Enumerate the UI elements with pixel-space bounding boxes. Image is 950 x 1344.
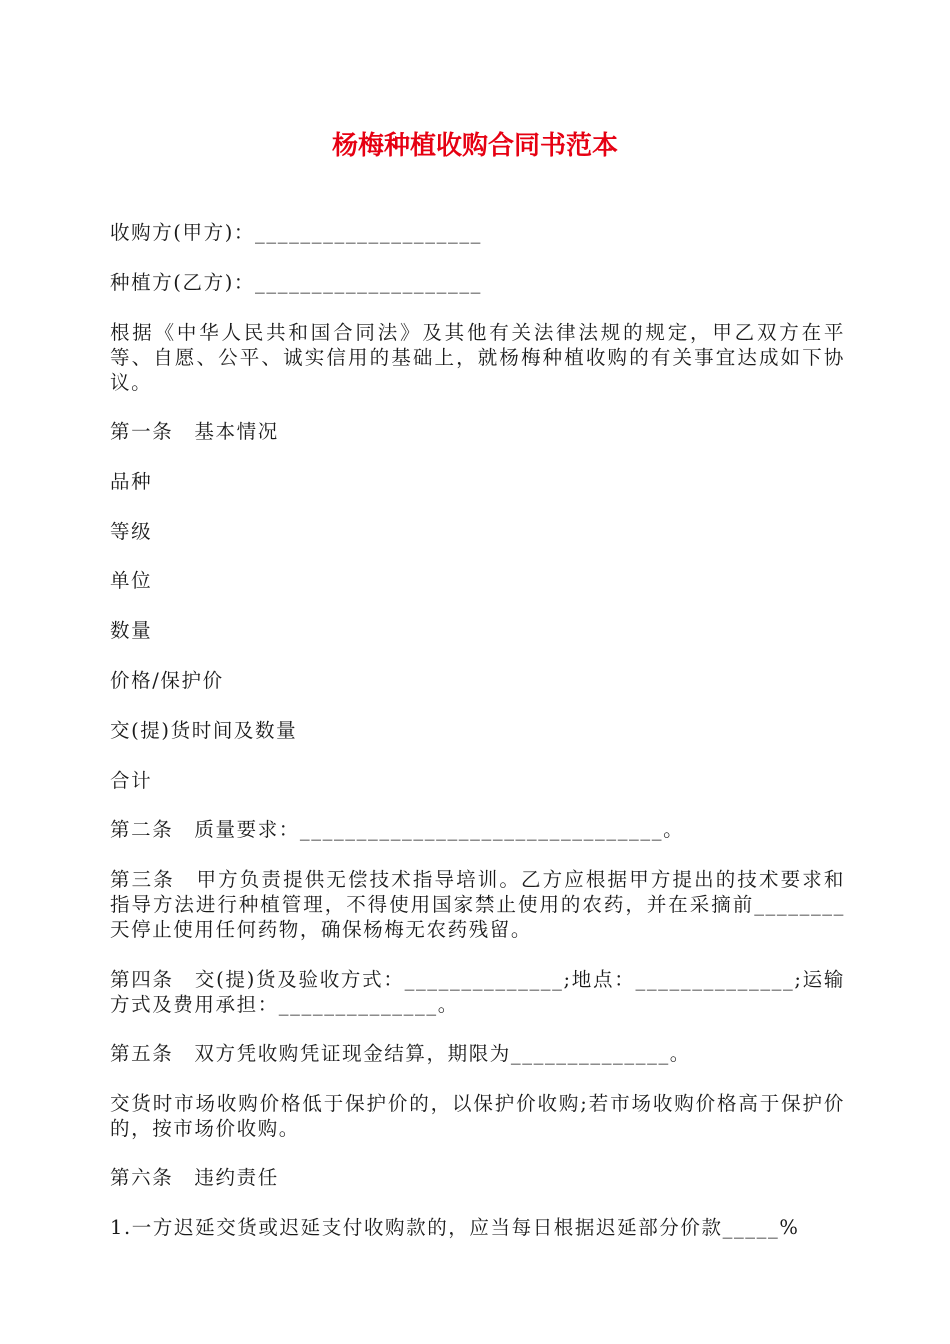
item-total: 合计 xyxy=(110,769,153,792)
article-6-heading: 第六条 违约责任 xyxy=(110,1166,279,1189)
article-2-paragraph: 第二条 质量要求：________________________________。 xyxy=(110,818,685,841)
buyer-party-line: 收购方(甲方)：____________________ xyxy=(110,221,483,244)
article-5-paragraph: 第五条 双方凭收购凭证现金结算，期限为______________。 xyxy=(110,1042,691,1065)
article-3-paragraph: 第三条 甲方负责提供无偿技术指导培训。乙方应根据甲方提出的技术要求和指导方法进行种植管理，不得使用国家禁止使用的农药，并在采摘前________天停止使用任何药物，确保杨梅无农药残留。 xyxy=(110,868,845,941)
item-quantity: 数量 xyxy=(110,619,153,642)
article-4-paragraph: 第四条 交(提)货及验收方式：______________;地点：______________;运输方式及费用承担：______________。 xyxy=(110,968,845,1016)
document-title: 杨梅种植收购合同书范本 xyxy=(331,131,618,161)
item-price: 价格/保护价 xyxy=(110,669,224,692)
preamble-paragraph: 根据《中华人民共和国合同法》及其他有关法律法规的规定，甲乙双方在平等、自愿、公平、诚实信用的基础上，就杨梅种植收购的有关事宜达成如下协议。 xyxy=(110,321,845,394)
market-price-paragraph: 交货时市场收购价格低于保护价的，以保护价收购;若市场收购价格高于保护价的，按市场价收购。 xyxy=(110,1092,845,1140)
grower-party-line: 种植方(乙方)：____________________ xyxy=(110,271,483,294)
item-variety: 品种 xyxy=(110,470,153,493)
item-delivery-time: 交(提)货时间及数量 xyxy=(110,719,298,742)
item-unit: 单位 xyxy=(110,569,153,592)
item-grade: 等级 xyxy=(110,520,153,543)
article-1-heading: 第一条 基本情况 xyxy=(110,420,279,443)
breach-clause-1: 1.一方迟延交货或迟延支付收购款的，应当每日根据迟延部分价款_____% xyxy=(110,1216,800,1239)
